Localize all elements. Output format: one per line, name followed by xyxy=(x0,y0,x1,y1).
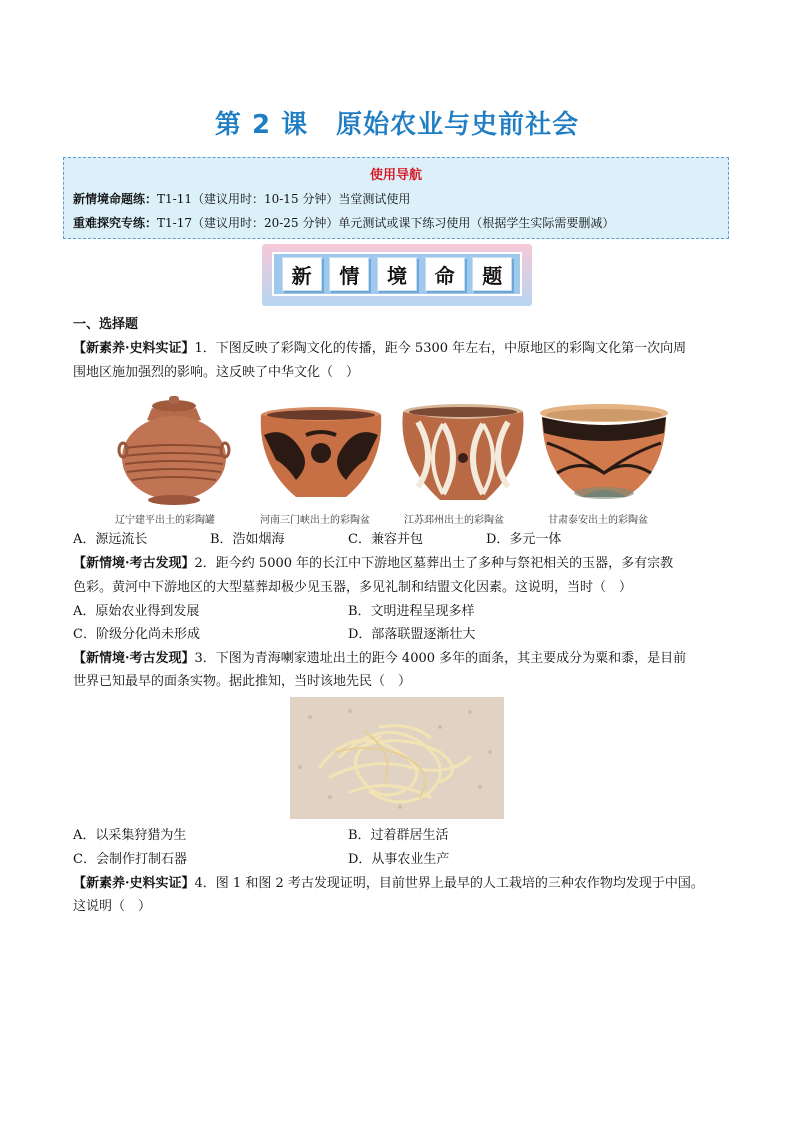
question-4-text-1: 4．图 1 和图 2 考古发现证明，目前世界上最早的人工栽培的三种农作物均发现于中国。 xyxy=(194,876,704,891)
pottery-caption-1: 辽宁建平出土的彩陶罐 xyxy=(115,515,215,526)
banner-char: 新 xyxy=(282,257,322,291)
question-1-line-1 xyxy=(73,338,686,360)
question-4-tag: 【新素养·史料实证】 xyxy=(73,876,195,891)
question-1-option-d: D．多元一体 xyxy=(486,532,562,547)
lesson-number: 第 2 课 xyxy=(214,110,309,140)
section-banner-inner xyxy=(272,252,522,296)
lesson-name: 原始农业与史前社会 xyxy=(336,110,580,140)
banner-char: 题 xyxy=(472,257,512,291)
pottery-caption-3: 江苏邳州出土的彩陶盆 xyxy=(404,515,504,526)
question-1-text-1: 1．下图反映了彩陶文化的传播，距今 5300 年左右，中原地区的彩陶文化第一次向周 xyxy=(194,341,687,356)
question-2-option-b: B．文明进程呈现多样 xyxy=(348,604,475,619)
question-1-option-a: A．源远流长 xyxy=(73,532,148,547)
question-3-option-a: A．以采集狩猎为生 xyxy=(73,828,187,843)
question-2-option-c: C．阶级分化尚未形成 xyxy=(73,627,200,642)
usage-navigation-box xyxy=(63,157,729,239)
question-3-tag: 【新情境·考古发现】 xyxy=(73,651,195,666)
question-2-line-2: 色彩。黄河中下游地区的大型墓葬却极少见玉器，多见礼制和结盟文化因素。这说明，当时（ ） xyxy=(73,580,633,595)
navigation-line-2-text: T1-17（建议用时：20-25 分钟）单元测试或课下练习使用（根据学生实际需要删减） xyxy=(157,216,615,230)
question-2-option-a: A．原始农业得到发展 xyxy=(73,604,200,619)
banner-char: 情 xyxy=(329,257,369,291)
question-1-option-c: C．兼容并包 xyxy=(348,532,423,547)
question-3-option-c: C．会制作打制石器 xyxy=(73,852,187,867)
question-4-line-2: 这说明（ ） xyxy=(73,899,152,914)
question-1-tag: 【新素养·史料实证】 xyxy=(73,341,195,356)
navigation-line-1-text: T1-11（建议用时：10-15 分钟）当堂测试使用 xyxy=(157,192,411,206)
section-heading: 一、选择题 xyxy=(73,317,139,332)
page-title xyxy=(0,104,794,141)
question-1-line-2: 围地区施加强烈的影响。这反映了中华文化（ ） xyxy=(73,365,360,380)
question-2-line-1 xyxy=(73,553,673,575)
navigation-line-2 xyxy=(73,214,614,231)
question-4-line-1 xyxy=(73,873,704,895)
question-3-option-b: B．过着群居生活 xyxy=(348,828,449,843)
question-2-option-d: D．部落联盟逐渐壮大 xyxy=(348,627,476,642)
navigation-line-1-label: 新情境命题练： xyxy=(73,192,158,206)
question-2-text-1: 2．距今约 5000 年的长江中下游地区墓葬出土了多种与祭祀相关的玉器，多有宗教 xyxy=(194,556,674,571)
navigation-heading: 使用导航 xyxy=(369,168,422,183)
question-1-option-b: B．浩如烟海 xyxy=(210,532,285,547)
section-banner xyxy=(262,244,532,306)
navigation-line-2-label: 重难探究专练： xyxy=(73,216,158,230)
pottery-basin-photo-1 xyxy=(256,405,386,505)
question-3-line-1 xyxy=(73,648,686,670)
pottery-jar-photo xyxy=(115,392,233,510)
question-3-text-1: 3．下图为青海喇家遗址出土的距今 4000 多年的面条，其主要成分为粟和黍，是目前 xyxy=(194,651,687,666)
banner-char: 境 xyxy=(377,257,417,291)
navigation-line-1 xyxy=(73,190,410,207)
question-3-option-d: D．从事农业生产 xyxy=(348,852,450,867)
pottery-caption-2: 河南三门峡出土的彩陶盆 xyxy=(260,515,370,526)
pottery-basin-photo-3 xyxy=(537,403,671,503)
pottery-caption-4: 甘肃泰安出土的彩陶盆 xyxy=(548,515,648,526)
banner-char: 命 xyxy=(425,257,465,291)
pottery-basin-photo-2 xyxy=(398,402,528,506)
question-3-line-2: 世界已知最早的面条实物。据此推知，当时该地先民（ ） xyxy=(73,674,412,689)
question-2-tag: 【新情境·考古发现】 xyxy=(73,556,195,571)
noodles-photo xyxy=(290,697,504,819)
